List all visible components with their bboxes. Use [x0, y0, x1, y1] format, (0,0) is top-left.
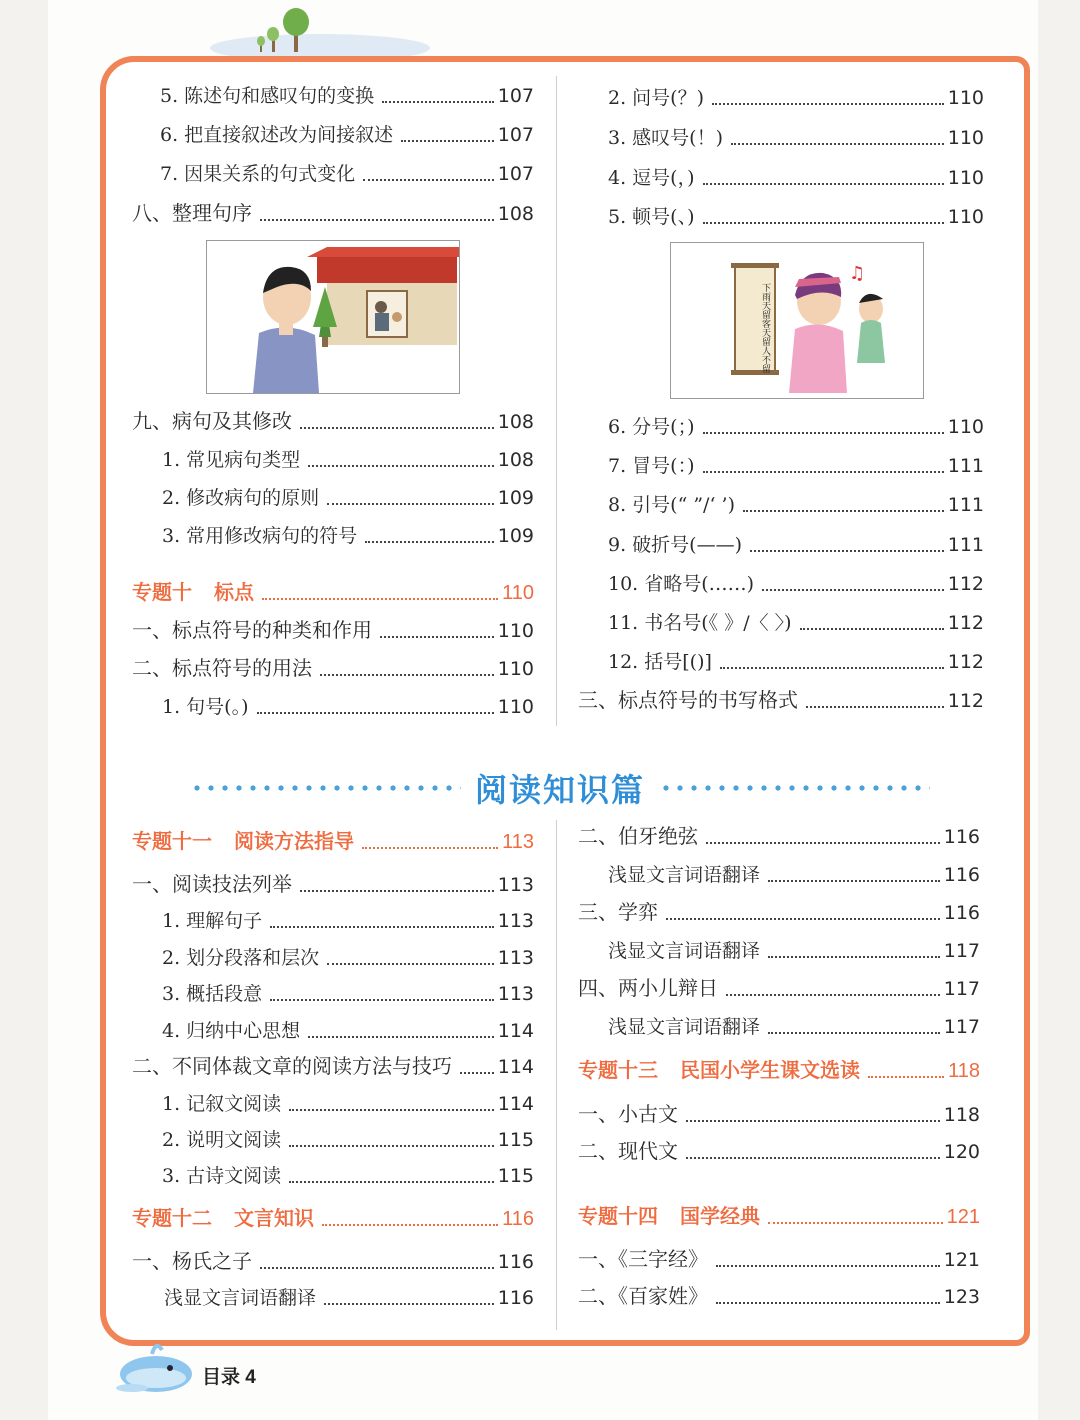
section-header: [190, 766, 930, 810]
page-number: 116: [943, 864, 980, 886]
leader-dots: [703, 471, 944, 473]
toc-entry[interactable]: [132, 1250, 534, 1274]
entry-title: 一、小古文: [578, 1104, 678, 1126]
page-number: 111: [947, 534, 984, 556]
entry-title: 阅读方法指导: [234, 831, 354, 853]
toc-entry[interactable]: [578, 1140, 980, 1164]
toc-entry[interactable]: [132, 873, 534, 897]
toc-topic-entry[interactable]: [132, 830, 534, 854]
entry-title: 二、现代文: [578, 1141, 678, 1163]
toc-entry[interactable]: [162, 486, 534, 510]
leader-dots: [308, 1036, 494, 1038]
column-divider-lower: [556, 820, 557, 1330]
leader-dots: [260, 1267, 494, 1269]
page-number: 113: [497, 983, 534, 1005]
toc-entry[interactable]: [578, 825, 980, 849]
page-number: 112: [947, 651, 984, 673]
entry-title: 5. 顿号(、): [608, 206, 695, 228]
entry-title: 2. 划分段落和层次: [162, 947, 320, 969]
page-number: 110: [947, 167, 984, 189]
leader-dots: [300, 890, 494, 892]
toc-entry[interactable]: [608, 611, 984, 635]
toc-entry[interactable]: [608, 126, 984, 150]
entry-title: 2. 修改病句的原则: [162, 487, 320, 509]
entry-title: 二、标点符号的用法: [132, 658, 312, 680]
entry-title: 4. 归纳中心思想: [162, 1020, 301, 1042]
leader-dots: [731, 143, 944, 145]
page-number: 111: [947, 455, 984, 477]
leader-dots: [716, 1302, 940, 1304]
leader-dots: [322, 1224, 498, 1226]
leader-dots: [806, 706, 944, 708]
topic-number: 专题十三: [578, 1060, 658, 1082]
page-number: 113: [497, 947, 534, 969]
page-number: 110: [502, 582, 534, 604]
entry-title: 9. 破折号(——): [608, 534, 742, 556]
leader-dots: [362, 847, 498, 849]
entry-title: 民国小学生课文选读: [680, 1060, 860, 1082]
toc-entry[interactable]: [132, 619, 534, 643]
page-number: 115: [497, 1129, 534, 1151]
toc-entry[interactable]: [578, 977, 980, 1001]
entry-title: 8. 引号(“ ”/‘ ’): [608, 494, 735, 516]
entry-title: 文言知识: [234, 1208, 314, 1230]
toc-entry[interactable]: [160, 84, 534, 108]
page-number: 117: [943, 978, 980, 1000]
leader-dots: [270, 999, 494, 1001]
entry-title: 九、病句及其修改: [132, 411, 292, 433]
leader-dots: [720, 667, 944, 669]
page-number: 123: [943, 1286, 980, 1308]
entry-title: 国学经典: [680, 1206, 760, 1228]
entry-title: 一、杨氏之子: [132, 1251, 252, 1273]
page-number: 110: [947, 206, 984, 228]
leader-dots: [380, 636, 494, 638]
page-number: 108: [497, 203, 534, 225]
leader-dots: [750, 550, 944, 552]
entry-title: 12. 括号[()]: [608, 651, 712, 673]
leader-dots: [768, 880, 940, 882]
leader-dots: [703, 222, 944, 224]
page-number: 113: [497, 874, 534, 896]
toc-entry[interactable]: [578, 901, 980, 925]
page-number: 117: [943, 940, 980, 962]
page-number: 110: [947, 127, 984, 149]
leader-dots: [270, 926, 494, 928]
entry-title: 10. 省略号(……): [608, 573, 755, 595]
entry-title: 1. 句号(。): [162, 696, 249, 718]
toc-topic-entry[interactable]: [132, 581, 534, 605]
page-number: 116: [497, 1287, 534, 1309]
leader-dots: [712, 103, 944, 105]
topic-number: 专题十一: [132, 831, 212, 853]
entry-title: 5. 陈述句和感叹句的变换: [160, 85, 375, 107]
entry-title: 二、伯牙绝弦: [578, 826, 698, 848]
page-number: 109: [497, 525, 534, 547]
topic-number: 专题十二: [132, 1208, 212, 1230]
page-number: 113: [502, 831, 534, 853]
dotted-line-right: [659, 785, 930, 791]
page-number: 110: [497, 696, 534, 718]
toc-entry[interactable]: [132, 657, 534, 681]
leader-dots: [768, 1222, 943, 1224]
page-number: 117: [943, 1016, 980, 1038]
leader-dots: [257, 712, 494, 714]
leader-dots: [324, 1303, 494, 1305]
toc-entry[interactable]: [160, 162, 534, 186]
toc-entry[interactable]: [162, 946, 534, 970]
entry-title: 四、两小儿辩日: [578, 978, 718, 1000]
column-divider-upper: [556, 76, 557, 726]
leader-dots: [716, 1265, 940, 1267]
toc-entry[interactable]: [132, 202, 534, 226]
entry-title: 浅显文言词语翻译: [608, 864, 761, 886]
toc-entry[interactable]: [578, 1103, 980, 1127]
leader-dots: [320, 674, 494, 676]
entry-title: 3. 古诗文阅读: [162, 1165, 282, 1187]
entry-title: 浅显文言词语翻译: [608, 1016, 761, 1038]
page-number: 110: [497, 620, 534, 642]
toc-entry[interactable]: [608, 493, 984, 517]
toc-entry[interactable]: [608, 415, 984, 439]
page-number: 120: [943, 1141, 980, 1163]
entry-title: 11. 书名号(《 》/〈 〉): [608, 612, 792, 634]
boy-at-house-illustration: [206, 240, 460, 394]
entry-title: 3. 感叹号(！): [608, 127, 723, 149]
page-number: 107: [497, 124, 534, 146]
page-number: 116: [943, 902, 980, 924]
leader-dots: [666, 918, 940, 920]
toc-entry[interactable]: [160, 123, 534, 147]
toc-entry[interactable]: [608, 572, 984, 596]
leader-dots: [363, 179, 494, 181]
entry-title: 浅显文言词语翻译: [608, 940, 761, 962]
toc-entry[interactable]: [162, 1092, 534, 1116]
entry-title: 八、整理句序: [132, 203, 252, 225]
toc-entry[interactable]: [608, 863, 980, 887]
page-number: 108: [497, 411, 534, 433]
entry-title: 6. 把直接叙述改为间接叙述: [160, 124, 394, 146]
leader-dots: [686, 1157, 940, 1159]
entry-title: 一、标点符号的种类和作用: [132, 620, 372, 642]
leader-dots: [800, 628, 944, 630]
toc-entry[interactable]: [608, 454, 984, 478]
toc-entry[interactable]: [162, 695, 534, 719]
toc-entry[interactable]: [164, 1286, 534, 1310]
toc-entry[interactable]: [608, 86, 984, 110]
page-number: 110: [497, 658, 534, 680]
dotted-line-left: [190, 785, 461, 791]
entry-title: 三、学弈: [578, 902, 658, 924]
page-number: 115: [497, 1165, 534, 1187]
footer-page-label: 目录 4: [202, 1367, 256, 1388]
page-number: 121: [943, 1249, 980, 1271]
toc-entry[interactable]: [608, 1015, 980, 1039]
leader-dots: [308, 465, 494, 467]
toc-entry[interactable]: [608, 205, 984, 229]
page-number: 107: [497, 163, 534, 185]
page-number: 107: [497, 85, 534, 107]
scroll-and-singer-illustration: [670, 242, 924, 399]
whale-mascot-icon: [112, 1330, 198, 1396]
page-number: 110: [947, 87, 984, 109]
svg-text:♫: ♫: [849, 263, 866, 284]
leader-dots: [382, 101, 494, 103]
page-number: 114: [497, 1056, 534, 1078]
toc-entry[interactable]: [162, 1019, 534, 1043]
leader-dots: [868, 1076, 944, 1078]
entry-title: 2. 问号(？): [608, 87, 704, 109]
toc-entry[interactable]: [578, 1285, 980, 1309]
page-number: 114: [497, 1020, 534, 1042]
toc-entry[interactable]: [608, 533, 984, 557]
toc-entry[interactable]: [578, 689, 984, 713]
leader-dots: [289, 1109, 494, 1111]
toc-entry[interactable]: [132, 1055, 534, 1079]
toc-entry[interactable]: [132, 410, 534, 434]
toc-entry[interactable]: [162, 909, 534, 933]
page-number: 112: [947, 612, 984, 634]
entry-title: 2. 说明文阅读: [162, 1129, 282, 1151]
leader-dots: [686, 1120, 940, 1122]
entry-title: 1. 理解句子: [162, 910, 263, 932]
page-number: 108: [497, 449, 534, 471]
toc-topic-entry[interactable]: [132, 1207, 534, 1231]
entry-title: 一、阅读技法列举: [132, 874, 292, 896]
leader-dots: [289, 1145, 494, 1147]
page-number: 109: [497, 487, 534, 509]
entry-title: 7. 冒号(：): [608, 455, 695, 477]
tree-decoration-icon: [200, 0, 430, 58]
leader-dots: [703, 432, 944, 434]
toc-entry[interactable]: [162, 982, 534, 1006]
page-number: 112: [947, 690, 984, 712]
leader-dots: [768, 956, 940, 958]
toc-entry[interactable]: [162, 1164, 534, 1188]
toc-entry[interactable]: [162, 448, 534, 472]
entry-title: 三、标点符号的书写格式: [578, 690, 798, 712]
entry-title: 6. 分号(；): [608, 416, 695, 438]
leader-dots: [460, 1072, 494, 1074]
leader-dots: [300, 427, 494, 429]
topic-number: 专题十: [132, 582, 192, 604]
toc-entry[interactable]: [162, 524, 534, 548]
leader-dots: [401, 140, 494, 142]
page-number: 118: [943, 1104, 980, 1126]
leader-dots: [260, 219, 494, 221]
page-number: 116: [502, 1208, 534, 1230]
leader-dots: [289, 1181, 494, 1183]
entry-title: 7. 因果关系的句式变化: [160, 163, 356, 185]
section-header-label: 阅读知识篇: [475, 772, 646, 808]
toc-topic-entry[interactable]: [578, 1205, 980, 1229]
leader-dots: [743, 510, 944, 512]
toc-entry[interactable]: [608, 166, 984, 190]
topic-number: 专题十四: [578, 1206, 658, 1228]
toc-topic-entry[interactable]: [578, 1059, 980, 1083]
leader-dots: [327, 503, 494, 505]
entry-title: 3. 常用修改病句的符号: [162, 525, 358, 547]
entry-title: 一、《三字经》: [578, 1249, 708, 1271]
entry-title: 标点: [214, 582, 254, 604]
leader-dots: [262, 598, 498, 600]
leader-dots: [762, 589, 944, 591]
entry-title: 3. 概括段意: [162, 983, 263, 1005]
page-number: 118: [948, 1060, 980, 1082]
toc-entry[interactable]: [578, 1248, 980, 1272]
leader-dots: [726, 994, 940, 996]
toc-entry[interactable]: [608, 650, 984, 674]
page-number: 114: [497, 1093, 534, 1115]
toc-entry[interactable]: [162, 1128, 534, 1152]
page-number: 113: [497, 910, 534, 932]
toc-entry[interactable]: [608, 939, 980, 963]
page-number: 111: [947, 494, 984, 516]
page-number: 116: [497, 1251, 534, 1273]
entry-title: 1. 常见病句类型: [162, 449, 301, 471]
entry-title: 4. 逗号(，): [608, 167, 695, 189]
page-number: 112: [947, 573, 984, 595]
entry-title: 浅显文言词语翻译: [164, 1287, 317, 1309]
entry-title: 1. 记叙文阅读: [162, 1093, 282, 1115]
scroll-text: 下雨天留客天留人不留: [760, 283, 770, 373]
leader-dots: [768, 1032, 940, 1034]
entry-title: 二、不同体裁文章的阅读方法与技巧: [132, 1056, 452, 1078]
page-number: 121: [946, 1206, 980, 1228]
leader-dots: [703, 183, 944, 185]
leader-dots: [365, 541, 494, 543]
entry-title: 二、《百家姓》: [578, 1286, 708, 1308]
leader-dots: [327, 963, 494, 965]
leader-dots: [706, 842, 940, 844]
page-number: 116: [943, 826, 980, 848]
page-number: 110: [947, 416, 984, 438]
